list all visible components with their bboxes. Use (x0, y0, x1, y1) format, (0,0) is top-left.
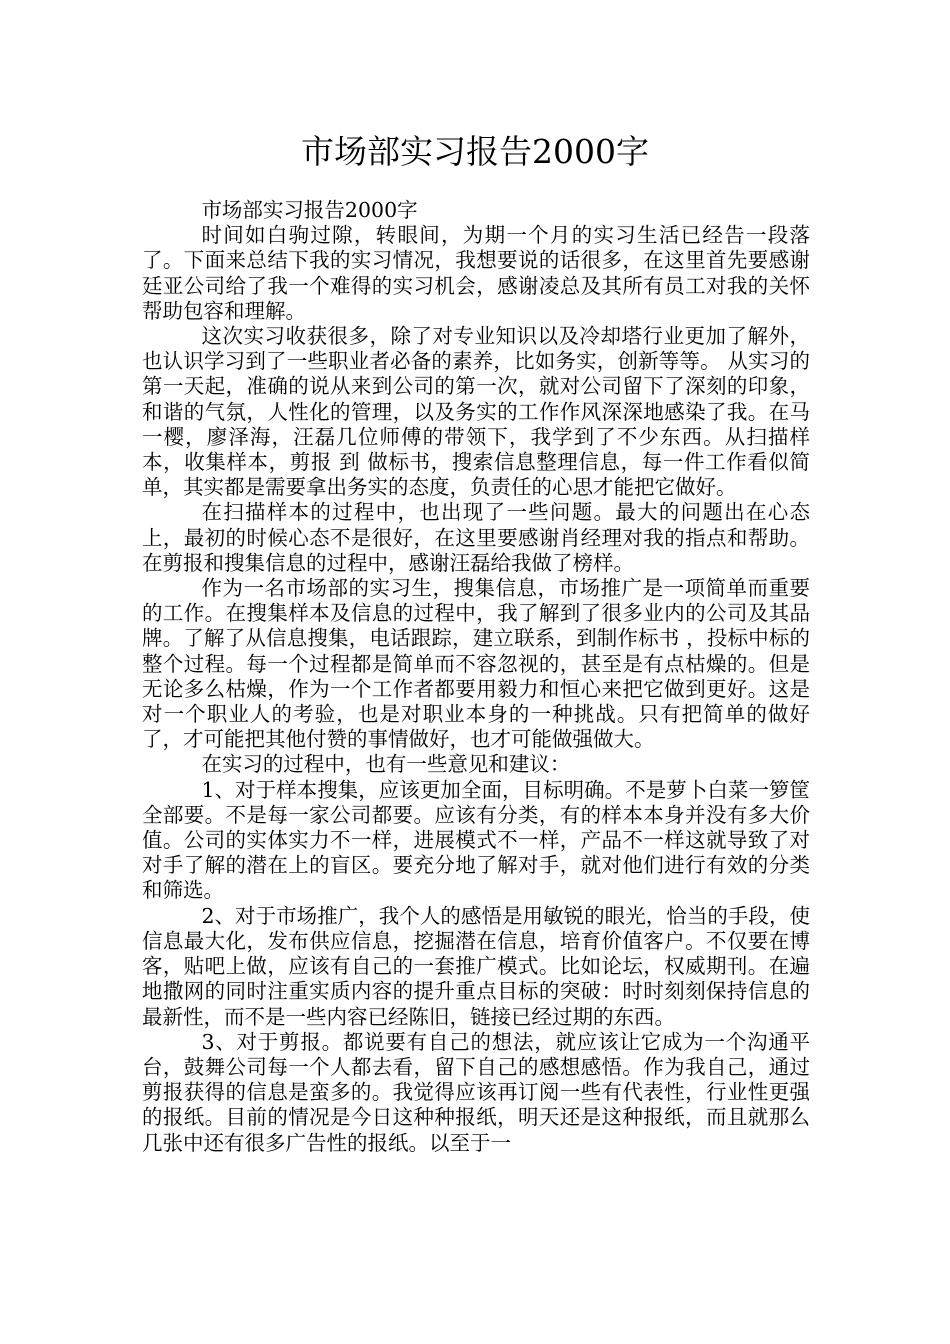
paragraph: 在实习的过程中，也有一些意见和建议： (201, 752, 571, 777)
document-title: 市场部实习报告2000字 (301, 132, 649, 171)
paragraph: 时间如白驹过隙，转眼间，为期一个月的实习生活已经告一段落了。下面来总结下我的实习情况，我想要说的话很多，在这里首先要感谢廷亚公司给了我一个难得的实习机会，感谢凌总及其所有员工对我的关怀帮助包容和理解。 (142, 223, 810, 323)
paragraph: 3、对于剪报。都说要有自己的想法，就应该让它成为一个沟通平台，鼓舞公司每一个人都去看，留下自己的感想感悟。作为我自己，通过剪报获得的信息是蛮多的。我觉得应该再订阅一些有代表性，行业性更强的报纸。目前的情况是今日这种种报纸，明天还是这种报纸，而且就那么几张中还有很多广告性的报纸。以至于一 (142, 1029, 810, 1155)
paragraph: 2、对于市场推广，我个人的感悟是用敏锐的眼光，恰当的手段，使信息最大化，发布供应信息，挖掘潜在信息，培育价值客户。不仅要在博客，贴吧上做，应该有自己的一套推广模式。比如论坛，权威期刊。在遍地撒网的同时注重实质内容的提升重点目标的突破：时时刻刻保持信息的最新性，而不是一些内容已经陈旧，链接已经过期的东西。 (142, 903, 810, 1029)
paragraph: 这次实习收获很多，除了对专业知识以及冷却塔行业更加了解外，也认识学习到了一些职业者必备的素养，比如务实，创新等等。 从实习的第一天起，准确的说从来到公司的第一次，就对公司留下了深刻的印象，和谐的气氛，人性化的管理，以及务实的工作作风深深地感染了我。在马一樱，廖泽海，汪磊几位师傅的带领下，我学到了不少东西。从扫描样本，收集样本，剪报 到 做标书，搜索信息整理信息，每一件工作看似简单，其实都是需要拿出务实的态度，负责任的心思才能把它做好。 (142, 324, 810, 500)
paragraph: 在扫描样本的过程中，也出现了一些问题。最大的问题出在心态上，最初的时候心态不是很好，在这里要感谢肖经理对我的指点和帮助。在剪报和搜集信息的过程中，感谢汪磊给我做了榜样。 (142, 500, 810, 575)
paragraph: 作为一名市场部的实习生，搜集信息，市场推广是一项简单而重要的工作。在搜集样本及信息的过程中，我了解到了很多业内的公司及其品牌。了解了从信息搜集，电话跟踪，建立联系，到制作标书 ，投标中标的整个过程。每一个过程都是简单而不容忽视的，甚至是有点枯燥的。但是无论多么枯燥，作为一个工作者都要用毅力和恒心来把它做到更好。这是对一个职业人的考验，也是对职业本身的一种挑战。只有把简单的做好了，才可能把其他付赞的事情做好，也才可能做强做大。 (142, 576, 810, 752)
paragraph-subtitle: 市场部实习报告2000字 (201, 198, 418, 222)
document-body (142, 198, 810, 1156)
paragraph: 1、对于样本搜集，应该更加全面，目标明确。不是萝卜白菜一箩筐全部要。不是每一家公司都要。应该有分类，有的样本本身并没有多大价值。公司的实体实力不一样，进展模式不一样，产品不一样这就导致了对对手了解的潜在上的盲区。要充分地了解对手，就对他们进行有效的分类和筛选。 (142, 777, 810, 903)
